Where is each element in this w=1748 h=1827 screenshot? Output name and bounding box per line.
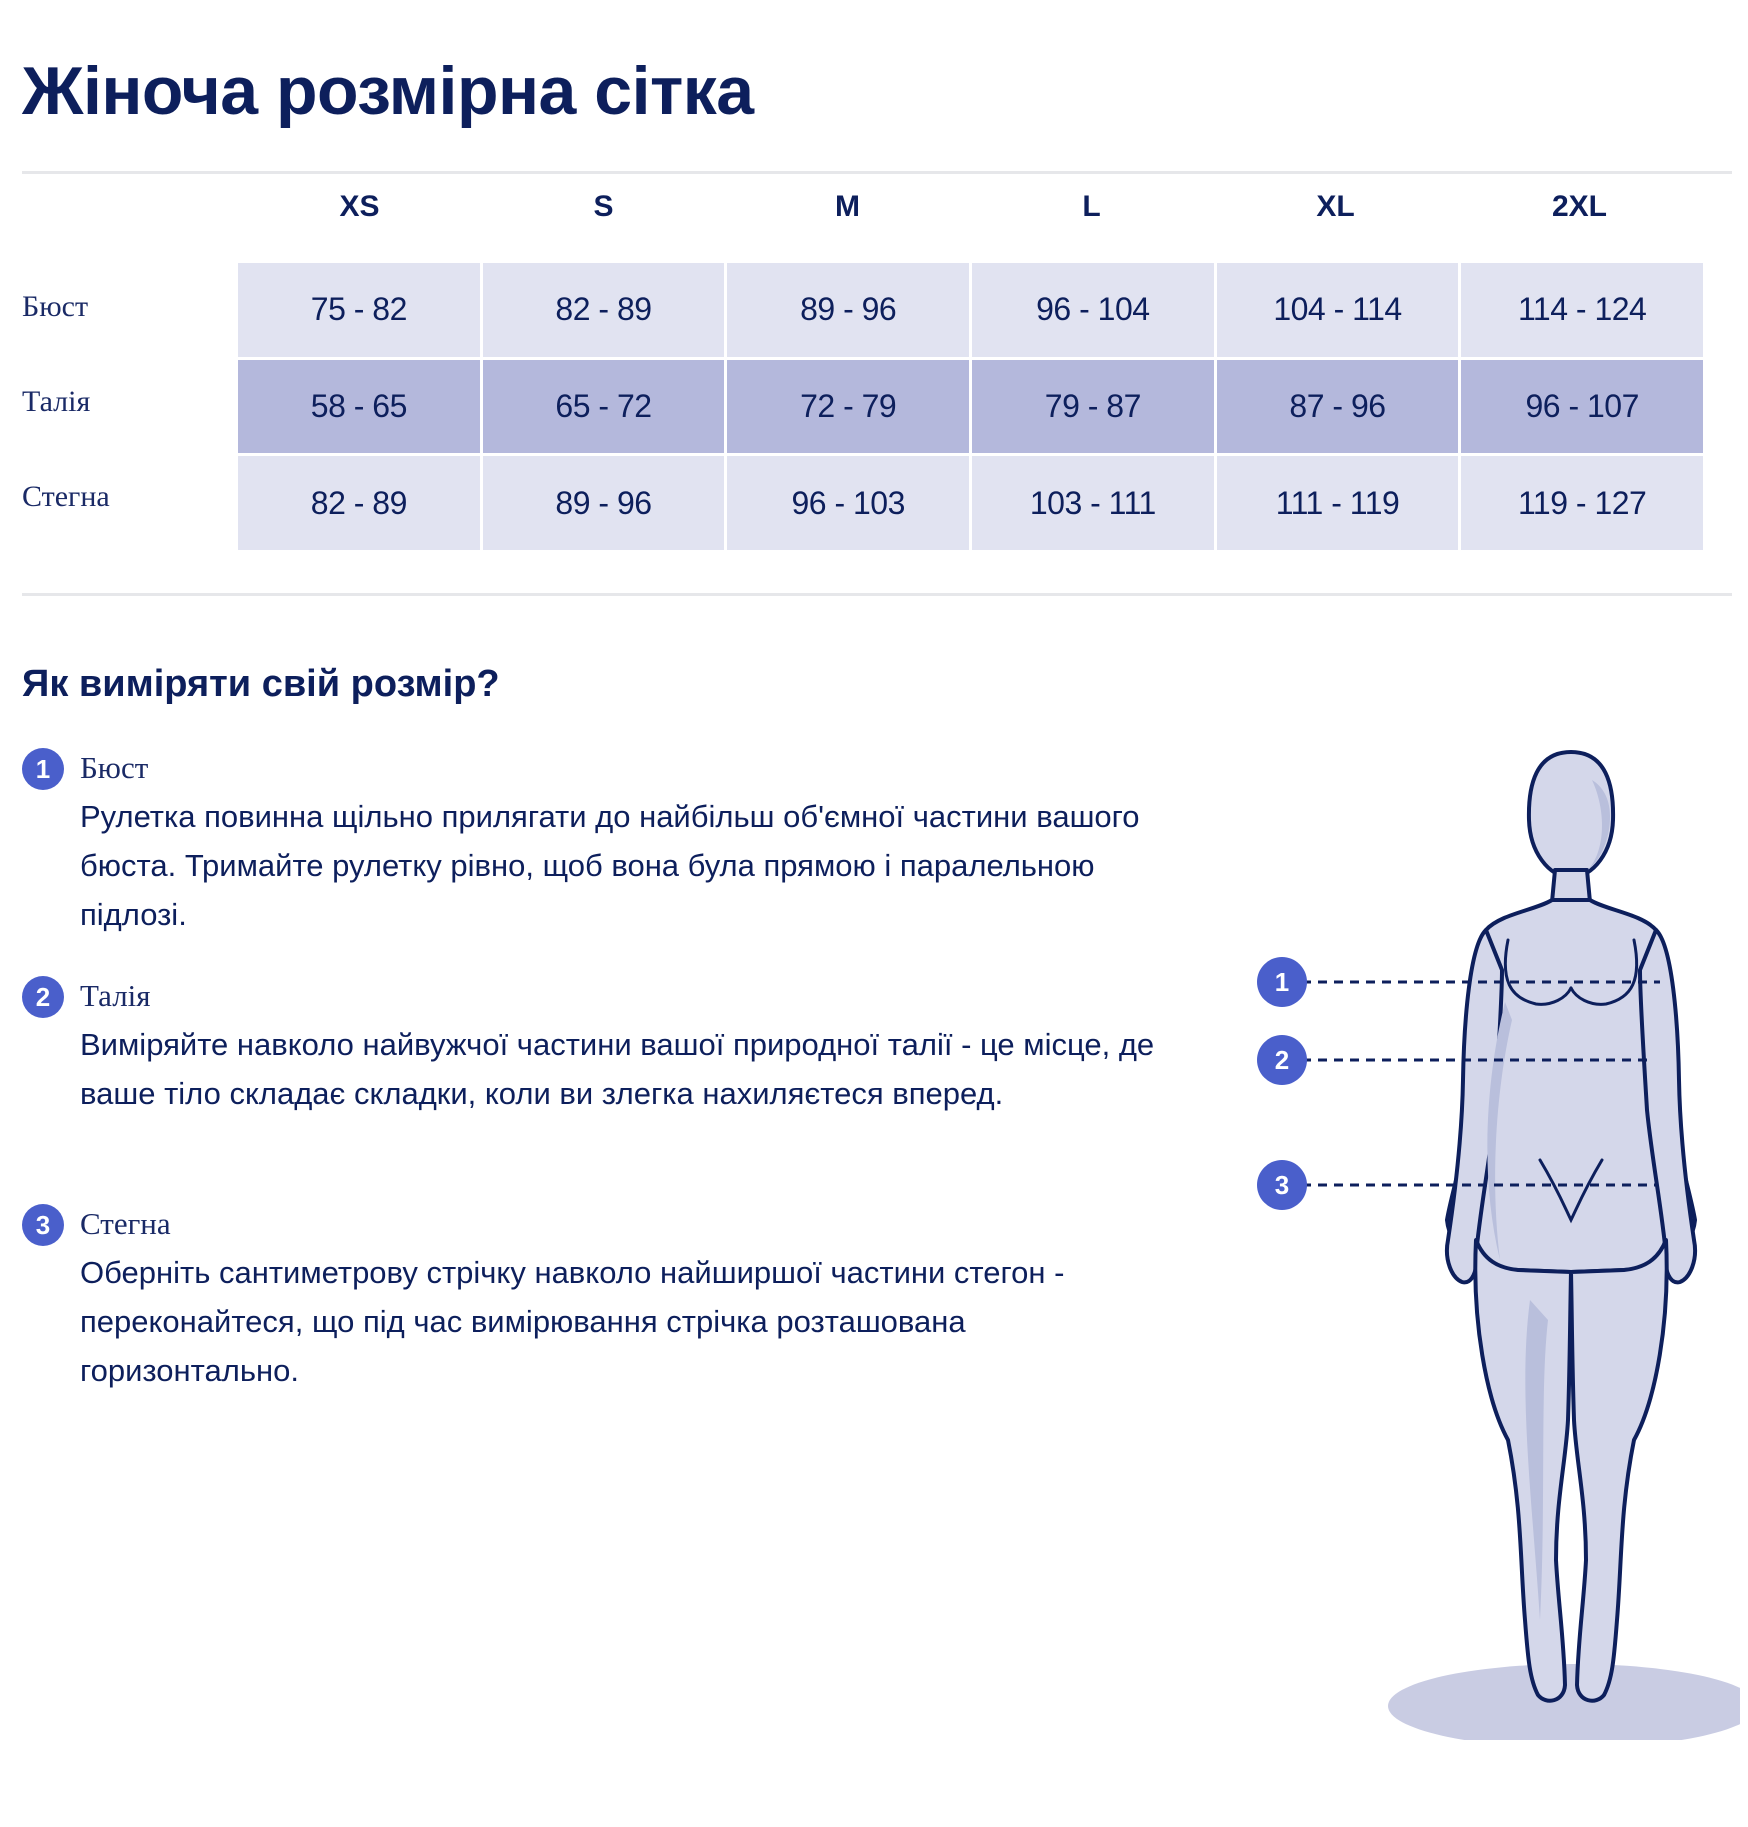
table-cell-waist-m: 72 - 79 (727, 360, 969, 454)
size-header-2xl: 2XL (1551, 190, 1608, 223)
row-label-waist: Талія (22, 385, 91, 418)
table-cell-hips-m: 96 - 103 (727, 456, 969, 550)
size-header-xs: XS (339, 190, 380, 223)
table-cell-hips-xs: 82 - 89 (238, 456, 480, 550)
row-label-hips: Стегна (22, 480, 110, 513)
body-silhouette (1447, 752, 1695, 1701)
table-cell-bust-s: 82 - 89 (483, 263, 725, 357)
step-number-badge: 2 (22, 976, 64, 1018)
step-number-badge: 3 (22, 1204, 64, 1246)
size-table (238, 263, 1703, 550)
divider-top (22, 171, 1732, 174)
step-title: Бюст (80, 750, 149, 785)
table-cell-bust-xl: 104 - 114 (1217, 263, 1459, 357)
size-header-xl: XL (1316, 190, 1355, 223)
marker-2-label: 2 (1274, 1045, 1290, 1075)
table-cell-waist-l: 79 - 87 (972, 360, 1214, 454)
table-cell-waist-s: 65 - 72 (483, 360, 725, 454)
page-title: Жіноча розмірна сітка (22, 53, 754, 129)
divider-middle (22, 593, 1732, 596)
table-cell-hips-2xl: 119 - 127 (1461, 456, 1703, 550)
table-cell-waist-2xl: 96 - 107 (1461, 360, 1703, 454)
marker-3-label: 3 (1274, 1170, 1290, 1200)
body-figure-illustration (1240, 740, 1740, 1740)
table-cell-bust-2xl: 114 - 124 (1461, 263, 1703, 357)
step-description: Виміряйте навколо найвужчої частини вашої природної талії - це місце, де ваше тіло складає складки, коли ви злегка нахиляєтеся вперед. (80, 1027, 1155, 1111)
table-cell-bust-l: 96 - 104 (972, 263, 1214, 357)
table-cell-bust-xs: 75 - 82 (238, 263, 480, 357)
row-label-bust: Бюст (22, 290, 89, 323)
marker-1-label: 1 (1274, 967, 1290, 997)
size-header-s: S (593, 190, 614, 223)
size-header-m: M (835, 190, 860, 223)
step-title: Стегна (80, 1206, 171, 1241)
step-number-badge: 1 (22, 748, 64, 790)
step-description: Рулетка повинна щільно прилягати до найбільш об'ємної частини вашого бюста. Тримайте рулетку рівно, щоб вона була прямою і паралельною підлозі. (80, 799, 1140, 932)
measurement-markers (1257, 957, 1307, 1210)
table-cell-waist-xs: 58 - 65 (238, 360, 480, 454)
step-description: Оберніть сантиметрову стрічку навколо найширшої частини стегон - переконайтеся, що під час вимірювання стрічка розташована горизонтально. (80, 1255, 1065, 1388)
how-to-heading: Як виміряти свій розмір? (22, 663, 500, 705)
step-title: Талія (80, 978, 151, 1013)
table-cell-bust-m: 89 - 96 (727, 263, 969, 357)
table-cell-waist-xl: 87 - 96 (1217, 360, 1459, 454)
table-cell-hips-xl: 111 - 119 (1217, 456, 1459, 550)
table-cell-hips-l: 103 - 111 (972, 456, 1214, 550)
table-cell-hips-s: 89 - 96 (483, 456, 725, 550)
size-header-l: L (1082, 190, 1101, 223)
